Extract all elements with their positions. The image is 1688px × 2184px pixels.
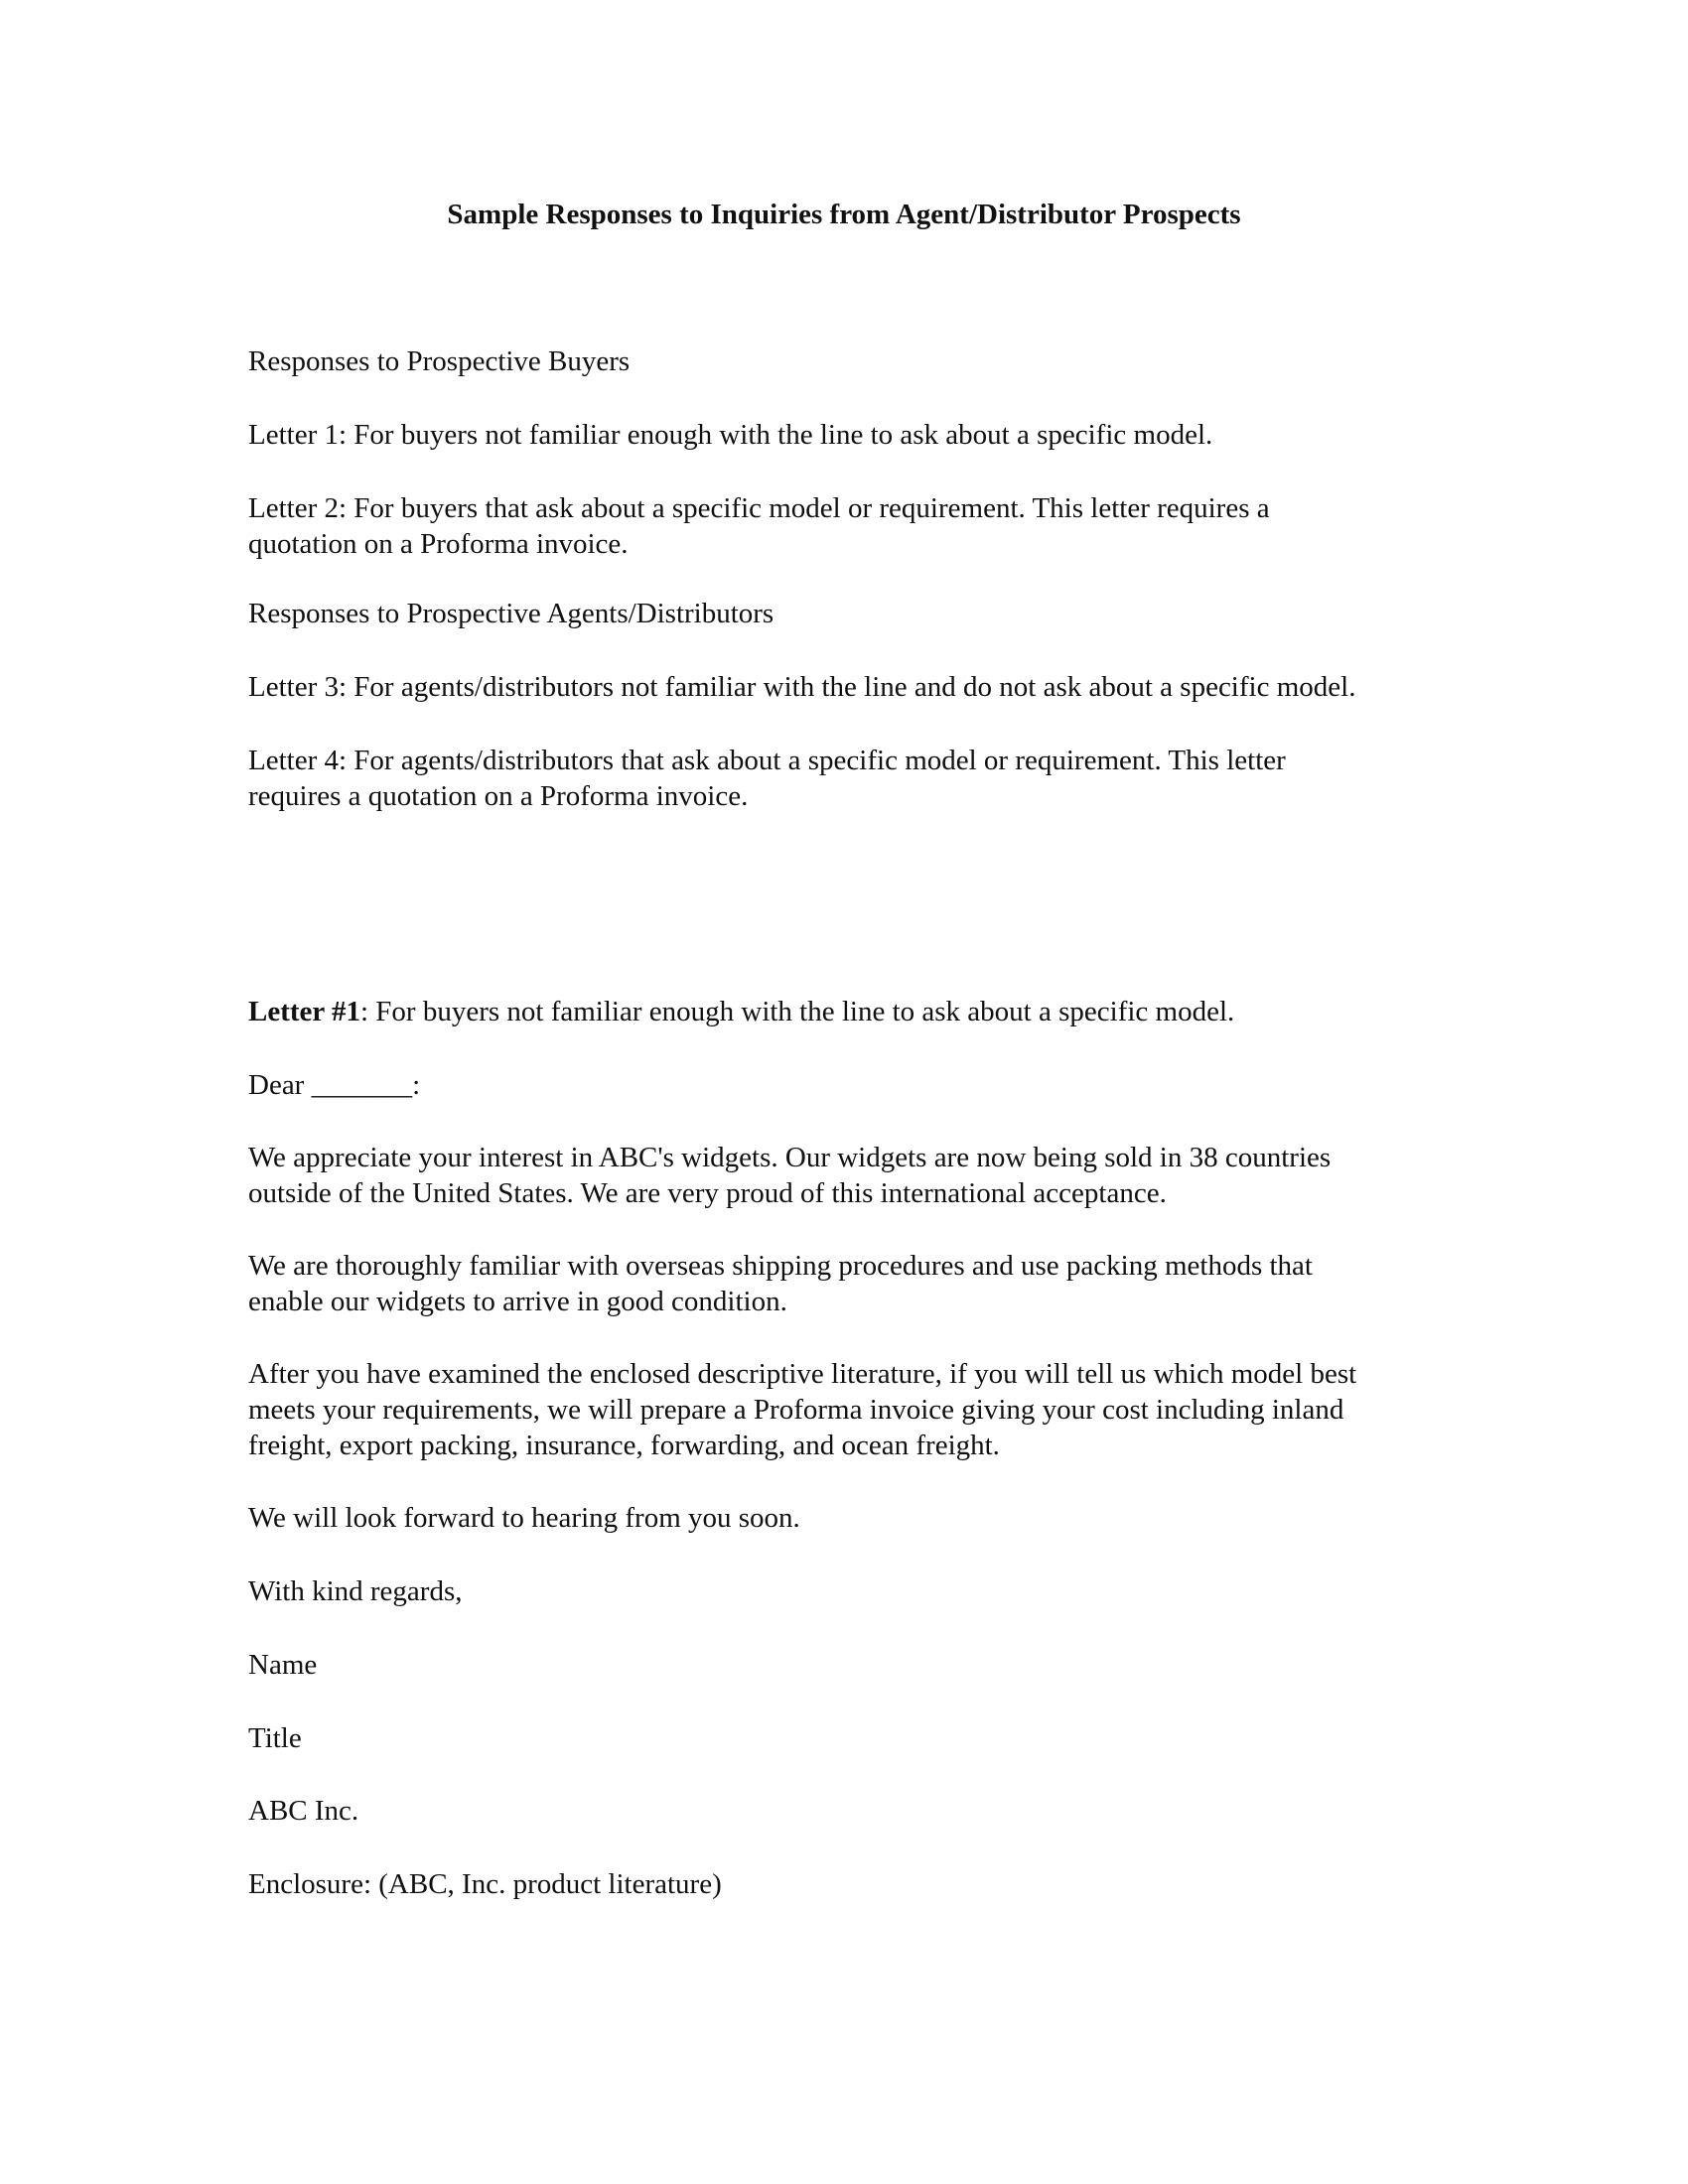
signer-title: Title (248, 1722, 302, 1754)
letter4-summary-line: requires a quotation on a Proforma invoice. (248, 780, 749, 812)
letter2-summary-line: quotation on a Proforma invoice. (248, 528, 629, 560)
paragraph-line: We are thoroughly familiar with overseas shipping procedures and use packing methods that (248, 1250, 1313, 1282)
letter1-paragraph-1 (248, 1140, 1440, 1211)
letter2-summary-line: Letter 2: For buyers that ask about a specific model or requirement. This letter requires a (248, 492, 1270, 524)
letter1-summary: Letter 1: For buyers not familiar enough with the line to ask about a specific model. (248, 419, 1213, 451)
letter1-paragraph-2 (248, 1248, 1440, 1319)
salutation: Dear _______: (248, 1069, 421, 1101)
paragraph-line: meets your requirements, we will prepare a Proforma invoice giving your cost including inland (248, 1394, 1344, 1426)
document-title: Sample Responses to Inquiries from Agent/Distributor Prospects (447, 199, 1241, 230)
letter1-heading (248, 994, 1440, 1029)
company-name: ABC Inc. (248, 1795, 359, 1827)
letter1-description: : For buyers not familiar enough with the line to ask about a specific model. (360, 996, 1235, 1027)
letter1-paragraph-3 (248, 1356, 1440, 1463)
letter1-paragraph-4: We will look forward to hearing from you soon. (248, 1502, 800, 1534)
signer-name: Name (248, 1649, 318, 1681)
letter1-label: Letter #1 (248, 996, 360, 1027)
paragraph-line: freight, export packing, insurance, forwarding, and ocean freight. (248, 1430, 1000, 1461)
paragraph-line: After you have examined the enclosed descriptive literature, if you will tell us which model best (248, 1358, 1357, 1390)
letter2-summary (248, 490, 1440, 562)
agents-heading: Responses to Prospective Agents/Distributors (248, 598, 774, 629)
enclosure-note: Enclosure: (ABC, Inc. product literature) (248, 1868, 722, 1900)
paragraph-line: outside of the United States. We are very proud of this international acceptance. (248, 1177, 1167, 1209)
closing: With kind regards, (248, 1575, 463, 1607)
paragraph-line: enable our widgets to arrive in good condition. (248, 1286, 787, 1317)
paragraph-line: We appreciate your interest in ABC's widgets. Our widgets are now being sold in 38 countries (248, 1142, 1332, 1173)
letter4-summary (248, 743, 1440, 814)
letter4-summary-line: Letter 4: For agents/distributors that ask about a specific model or requirement. This letter (248, 745, 1286, 776)
letter3-summary: Letter 3: For agents/distributors not familiar with the line and do not ask about a specific model. (248, 671, 1356, 703)
buyers-heading: Responses to Prospective Buyers (248, 345, 631, 377)
